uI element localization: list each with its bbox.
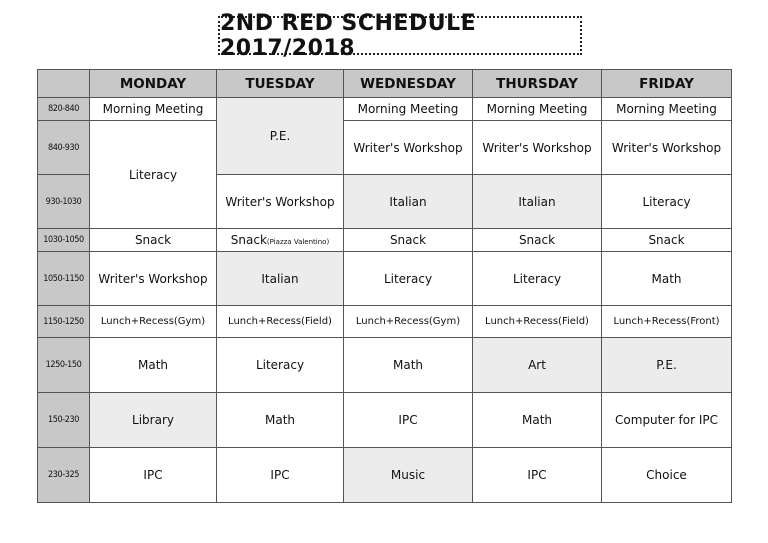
- header-row: [38, 70, 732, 98]
- corner-cell: [38, 70, 90, 98]
- schedule-title: 2ND RED SCHEDULE 2017/2018: [220, 10, 477, 61]
- tuesday-italian: Italian: [217, 252, 344, 306]
- wednesday-lunch: Lunch+Recess(Gym): [344, 306, 473, 338]
- time-slot: 840-930: [38, 121, 90, 175]
- time-slot: 230-325: [38, 448, 90, 503]
- time-slot: 1050-1150: [38, 252, 90, 306]
- monday-math: Math: [90, 338, 217, 393]
- friday-snack: Snack: [602, 229, 732, 252]
- wednesday-italian: Italian: [344, 175, 473, 229]
- table-row: [38, 98, 732, 121]
- thursday-math: Math: [473, 393, 602, 448]
- thursday-literacy: Literacy: [473, 252, 602, 306]
- monday-lunch: Lunch+Recess(Gym): [90, 306, 217, 338]
- wednesday-snack: Snack: [344, 229, 473, 252]
- friday-pe: P.E.: [602, 338, 732, 393]
- time-slot: 1250-150: [38, 338, 90, 393]
- tuesday-lunch: Lunch+Recess(Field): [217, 306, 344, 338]
- tuesday-writers-workshop: Writer's Workshop: [217, 175, 344, 229]
- wednesday-writers-workshop: Writer's Workshop: [344, 121, 473, 175]
- time-slot: 820-840: [38, 98, 90, 121]
- tuesday-snack-cell: [217, 229, 344, 252]
- day-header-friday: FRIDAY: [602, 70, 732, 98]
- thursday-writers-workshop: Writer's Workshop: [473, 121, 602, 175]
- wednesday-ipc: IPC: [344, 393, 473, 448]
- friday-writers-workshop: Writer's Workshop: [602, 121, 732, 175]
- thursday-art: Art: [473, 338, 602, 393]
- tuesday-pe: P.E.: [217, 98, 344, 175]
- time-slot: 1030-1050: [38, 229, 90, 252]
- tuesday-literacy: Literacy: [217, 338, 344, 393]
- friday-literacy: Literacy: [602, 175, 732, 229]
- schedule-table: [37, 69, 732, 503]
- monday-snack: Snack: [90, 229, 217, 252]
- tuesday-snack: Snack: [230, 233, 267, 247]
- monday-writers-workshop: Writer's Workshop: [90, 252, 217, 306]
- table-row: [38, 252, 732, 306]
- friday-computer-for-ipc: Computer for IPC: [602, 393, 732, 448]
- tuesday-ipc: IPC: [217, 448, 344, 503]
- wednesday-morning-meeting: Morning Meeting: [344, 98, 473, 121]
- table-row: [38, 338, 732, 393]
- monday-literacy: Literacy: [90, 121, 217, 229]
- thursday-snack: Snack: [473, 229, 602, 252]
- table-row: [38, 229, 732, 252]
- table-row: [38, 306, 732, 338]
- wednesday-literacy: Literacy: [344, 252, 473, 306]
- time-slot: 150-230: [38, 393, 90, 448]
- day-header-tuesday: TUESDAY: [217, 70, 344, 98]
- table-row: [38, 393, 732, 448]
- table-row: [38, 121, 732, 175]
- friday-lunch: Lunch+Recess(Front): [602, 306, 732, 338]
- tuesday-math: Math: [217, 393, 344, 448]
- friday-math: Math: [602, 252, 732, 306]
- tuesday-snack-note: (Piazza Valentino): [266, 238, 330, 246]
- time-slot: 930-1030: [38, 175, 90, 229]
- table-row: [38, 448, 732, 503]
- thursday-lunch: Lunch+Recess(Field): [473, 306, 602, 338]
- thursday-italian: Italian: [473, 175, 602, 229]
- time-slot: 1150-1250: [38, 306, 90, 338]
- thursday-ipc: IPC: [473, 448, 602, 503]
- thursday-morning-meeting: Morning Meeting: [473, 98, 602, 121]
- monday-ipc: IPC: [90, 448, 217, 503]
- wednesday-music: Music: [344, 448, 473, 503]
- monday-library: Library: [90, 393, 217, 448]
- day-header-monday: MONDAY: [90, 70, 217, 98]
- friday-choice: Choice: [602, 448, 732, 503]
- day-header-thursday: THURSDAY: [473, 70, 602, 98]
- monday-morning-meeting: Morning Meeting: [90, 98, 217, 121]
- title-box: [218, 10, 582, 61]
- wednesday-math: Math: [344, 338, 473, 393]
- friday-morning-meeting: Morning Meeting: [602, 98, 732, 121]
- day-header-wednesday: WEDNESDAY: [344, 70, 473, 98]
